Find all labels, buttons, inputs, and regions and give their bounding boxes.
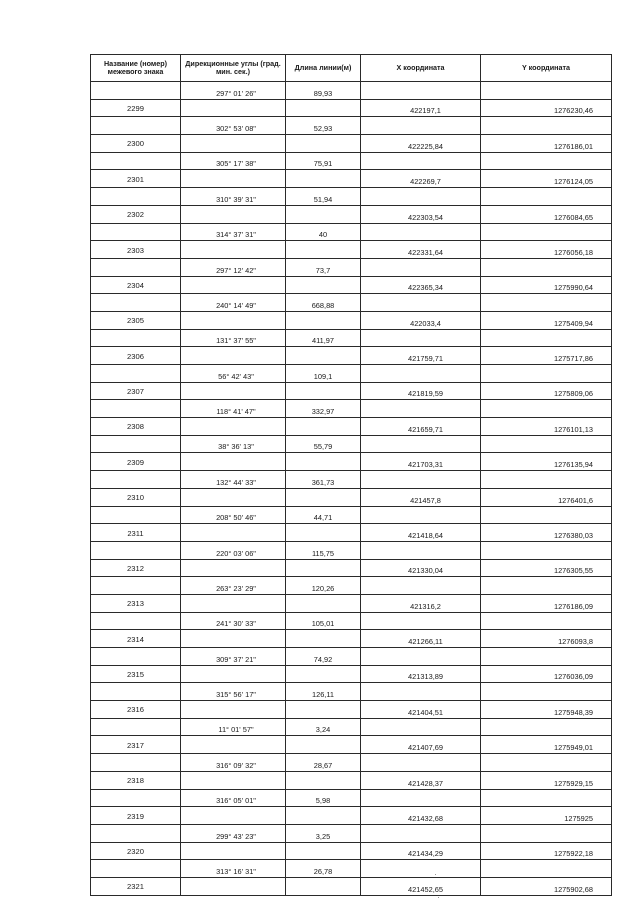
x-coordinate-cell: 422033,4 (361, 311, 481, 329)
angle-cell-empty (181, 205, 286, 223)
name-cell-empty (91, 294, 181, 312)
x-coordinate-cell: 421759,71 (361, 347, 481, 365)
direction-angle-cell: 131° 37' 55" (181, 329, 286, 347)
point-name-cell: 2309 (91, 453, 181, 471)
y-cell-empty (481, 718, 612, 736)
length-cell-empty (286, 807, 361, 825)
y-coordinate-cell: 1276401,6 (481, 488, 612, 506)
y-cell-empty (481, 365, 612, 383)
y-coordinate-cell: 1276186,01 (481, 135, 612, 153)
x-coordinate-cell: 422331,64 (361, 241, 481, 259)
y-cell-empty (481, 223, 612, 241)
point-row (91, 877, 612, 895)
name-cell-empty (91, 683, 181, 701)
x-cell-empty (361, 541, 481, 559)
angle-cell-empty (181, 241, 286, 259)
direction-angle-cell: 297° 01' 26" (181, 82, 286, 100)
length-cell-empty (286, 276, 361, 294)
point-name-cell: 2319 (91, 807, 181, 825)
direction-angle-cell: 240° 14' 49" (181, 294, 286, 312)
y-cell-empty (481, 648, 612, 666)
segment-row (91, 824, 612, 842)
name-cell-empty (91, 365, 181, 383)
angle-cell-empty (181, 170, 286, 188)
y-coordinate-cell: 1275948,39 (481, 701, 612, 719)
x-cell-empty (361, 718, 481, 736)
x-cell-empty (361, 824, 481, 842)
point-row (91, 594, 612, 612)
point-name-cell: 2308 (91, 418, 181, 436)
name-cell-empty (91, 82, 181, 100)
name-cell-empty (91, 506, 181, 524)
x-coordinate-cell: 421703,31 (361, 453, 481, 471)
direction-angle-cell: 313° 16' 31" (181, 860, 286, 878)
table-header-row (91, 55, 612, 82)
length-cell-empty (286, 241, 361, 259)
length-cell-empty (286, 170, 361, 188)
direction-angle-cell: 56° 42' 43" (181, 365, 286, 383)
scan-speck (435, 874, 436, 875)
line-length-cell: 73,7 (286, 258, 361, 276)
line-length-cell: 28,67 (286, 754, 361, 772)
direction-angle-cell: 302° 53' 08" (181, 117, 286, 135)
direction-angle-cell: 118° 41' 47" (181, 400, 286, 418)
y-cell-empty (481, 789, 612, 807)
y-coordinate-cell: 1276380,03 (481, 524, 612, 542)
point-row (91, 842, 612, 860)
x-coordinate-cell: 422365,34 (361, 276, 481, 294)
segment-row (91, 365, 612, 383)
point-name-cell: 2321 (91, 877, 181, 895)
length-cell-empty (286, 347, 361, 365)
x-cell-empty (361, 648, 481, 666)
segment-row (91, 400, 612, 418)
y-cell-empty (481, 860, 612, 878)
length-cell-empty (286, 877, 361, 895)
scan-speck (438, 897, 439, 898)
line-length-cell: 109,1 (286, 365, 361, 383)
name-cell-empty (91, 117, 181, 135)
line-length-cell: 40 (286, 223, 361, 241)
direction-angle-cell: 309° 37' 21" (181, 648, 286, 666)
y-coordinate-cell: 1276135,94 (481, 453, 612, 471)
angle-cell-empty (181, 488, 286, 506)
point-name-cell: 2304 (91, 276, 181, 294)
x-cell-empty (361, 577, 481, 595)
length-cell-empty (286, 771, 361, 789)
length-cell-empty (286, 311, 361, 329)
name-cell-empty (91, 789, 181, 807)
point-name-cell: 2316 (91, 701, 181, 719)
x-cell-empty (361, 400, 481, 418)
y-coordinate-cell: 1276036,09 (481, 665, 612, 683)
segment-row (91, 754, 612, 772)
line-length-cell: 52,93 (286, 117, 361, 135)
y-coordinate-cell: 1275902,68 (481, 877, 612, 895)
x-cell-empty (361, 294, 481, 312)
x-cell-empty (361, 329, 481, 347)
segment-row (91, 648, 612, 666)
point-name-cell: 2299 (91, 99, 181, 117)
line-length-cell: 74,92 (286, 648, 361, 666)
x-coordinate-cell: 421432,68 (361, 807, 481, 825)
y-coordinate-cell: 1276305,55 (481, 559, 612, 577)
angle-cell-empty (181, 559, 286, 577)
x-coordinate-cell: 422269,7 (361, 170, 481, 188)
segment-row (91, 329, 612, 347)
x-cell-empty (361, 117, 481, 135)
name-cell-empty (91, 754, 181, 772)
direction-angle-cell: 316° 09' 32" (181, 754, 286, 772)
point-row (91, 99, 612, 117)
point-name-cell: 2303 (91, 241, 181, 259)
x-coordinate-cell: 421316,2 (361, 594, 481, 612)
angle-cell-empty (181, 99, 286, 117)
x-coordinate-cell: 421330,04 (361, 559, 481, 577)
x-coordinate-cell: 421457,8 (361, 488, 481, 506)
length-cell-empty (286, 205, 361, 223)
name-cell-empty (91, 824, 181, 842)
point-name-cell: 2311 (91, 524, 181, 542)
segment-row (91, 683, 612, 701)
y-coordinate-cell: 1275809,06 (481, 382, 612, 400)
header-x: X координата (361, 55, 481, 82)
length-cell-empty (286, 99, 361, 117)
segment-row (91, 577, 612, 595)
name-cell-empty (91, 258, 181, 276)
x-coordinate-cell: 421313,89 (361, 665, 481, 683)
segment-row (91, 117, 612, 135)
x-cell-empty (361, 223, 481, 241)
point-name-cell: 2318 (91, 771, 181, 789)
y-coordinate-cell: 1275925 (481, 807, 612, 825)
angle-cell-empty (181, 630, 286, 648)
segment-row (91, 718, 612, 736)
point-row (91, 453, 612, 471)
header-name: Название (номер) межевого знака (91, 55, 181, 82)
segment-row (91, 789, 612, 807)
point-row (91, 524, 612, 542)
y-cell-empty (481, 400, 612, 418)
direction-angle-cell: 38° 36' 13" (181, 435, 286, 453)
point-row (91, 665, 612, 683)
y-cell-empty (481, 506, 612, 524)
segment-row (91, 541, 612, 559)
point-name-cell: 2305 (91, 311, 181, 329)
direction-angle-cell: 299° 43' 23" (181, 824, 286, 842)
line-length-cell: 75,91 (286, 152, 361, 170)
x-coordinate-cell: 421434,29 (361, 842, 481, 860)
y-coordinate-cell: 1276124,05 (481, 170, 612, 188)
angle-cell-empty (181, 276, 286, 294)
segment-row (91, 612, 612, 630)
length-cell-empty (286, 488, 361, 506)
line-length-cell: 668,88 (286, 294, 361, 312)
y-coordinate-cell: 1276056,18 (481, 241, 612, 259)
point-row (91, 347, 612, 365)
direction-angle-cell: 297° 12' 42" (181, 258, 286, 276)
line-length-cell: 26,78 (286, 860, 361, 878)
point-name-cell: 2301 (91, 170, 181, 188)
name-cell-empty (91, 188, 181, 206)
length-cell-empty (286, 524, 361, 542)
direction-angle-cell: 315° 56' 17" (181, 683, 286, 701)
direction-angle-cell: 220° 03' 06" (181, 541, 286, 559)
y-coordinate-cell: 1275922,18 (481, 842, 612, 860)
y-coordinate-cell: 1276186,09 (481, 594, 612, 612)
length-cell-empty (286, 453, 361, 471)
point-name-cell: 2320 (91, 842, 181, 860)
direction-angle-cell: 316° 05' 01" (181, 789, 286, 807)
name-cell-empty (91, 612, 181, 630)
y-cell-empty (481, 824, 612, 842)
direction-angle-cell: 263° 23' 29" (181, 577, 286, 595)
point-row (91, 488, 612, 506)
point-name-cell: 2307 (91, 382, 181, 400)
y-cell-empty (481, 683, 612, 701)
direction-angle-cell: 208° 50' 46" (181, 506, 286, 524)
y-cell-empty (481, 152, 612, 170)
angle-cell-empty (181, 311, 286, 329)
angle-cell-empty (181, 382, 286, 400)
angle-cell-empty (181, 524, 286, 542)
line-length-cell: 44,71 (286, 506, 361, 524)
point-row (91, 418, 612, 436)
point-name-cell: 2315 (91, 665, 181, 683)
y-coordinate-cell: 1275990,64 (481, 276, 612, 294)
point-row (91, 241, 612, 259)
x-coordinate-cell: 421452,65 (361, 877, 481, 895)
x-cell-empty (361, 860, 481, 878)
angle-cell-empty (181, 807, 286, 825)
line-length-cell: 105,01 (286, 612, 361, 630)
line-length-cell: 332,97 (286, 400, 361, 418)
y-cell-empty (481, 541, 612, 559)
y-coordinate-cell: 1276093,8 (481, 630, 612, 648)
y-cell-empty (481, 435, 612, 453)
line-length-cell: 55,79 (286, 435, 361, 453)
header-y: Y координата (481, 55, 612, 82)
point-row (91, 771, 612, 789)
name-cell-empty (91, 541, 181, 559)
angle-cell-empty (181, 418, 286, 436)
segment-row (91, 258, 612, 276)
name-cell-empty (91, 223, 181, 241)
y-cell-empty (481, 82, 612, 100)
boundary-coordinates-table (90, 54, 612, 896)
y-coordinate-cell: 1276084,65 (481, 205, 612, 223)
name-cell-empty (91, 400, 181, 418)
y-cell-empty (481, 329, 612, 347)
y-cell-empty (481, 754, 612, 772)
y-coordinate-cell: 1275409,94 (481, 311, 612, 329)
y-cell-empty (481, 188, 612, 206)
x-cell-empty (361, 435, 481, 453)
point-row (91, 559, 612, 577)
segment-row (91, 506, 612, 524)
y-cell-empty (481, 117, 612, 135)
angle-cell-empty (181, 736, 286, 754)
segment-row (91, 860, 612, 878)
point-row (91, 630, 612, 648)
length-cell-empty (286, 736, 361, 754)
name-cell-empty (91, 577, 181, 595)
x-cell-empty (361, 683, 481, 701)
y-cell-empty (481, 294, 612, 312)
line-length-cell: 115,75 (286, 541, 361, 559)
point-row (91, 382, 612, 400)
x-cell-empty (361, 365, 481, 383)
point-name-cell: 2310 (91, 488, 181, 506)
name-cell-empty (91, 329, 181, 347)
point-name-cell: 2306 (91, 347, 181, 365)
x-coordinate-cell: 421266,11 (361, 630, 481, 648)
y-cell-empty (481, 471, 612, 489)
x-cell-empty (361, 188, 481, 206)
x-cell-empty (361, 152, 481, 170)
angle-cell-empty (181, 135, 286, 153)
point-name-cell: 2314 (91, 630, 181, 648)
point-row (91, 170, 612, 188)
header-angle: Дирекционные углы (град. мин. сек.) (181, 55, 286, 82)
point-name-cell: 2302 (91, 205, 181, 223)
line-length-cell: 89,93 (286, 82, 361, 100)
point-row (91, 205, 612, 223)
length-cell-empty (286, 418, 361, 436)
y-cell-empty (481, 577, 612, 595)
point-row (91, 276, 612, 294)
point-row (91, 311, 612, 329)
y-coordinate-cell: 1275949,01 (481, 736, 612, 754)
point-row (91, 701, 612, 719)
line-length-cell: 3,24 (286, 718, 361, 736)
point-row (91, 736, 612, 754)
point-name-cell: 2300 (91, 135, 181, 153)
angle-cell-empty (181, 665, 286, 683)
x-coordinate-cell: 421659,71 (361, 418, 481, 436)
name-cell-empty (91, 648, 181, 666)
line-length-cell: 120,26 (286, 577, 361, 595)
name-cell-empty (91, 860, 181, 878)
header-length: Длина линии(м) (286, 55, 361, 82)
x-cell-empty (361, 82, 481, 100)
x-coordinate-cell: 421407,69 (361, 736, 481, 754)
point-name-cell: 2313 (91, 594, 181, 612)
x-coordinate-cell: 422303,54 (361, 205, 481, 223)
y-cell-empty (481, 258, 612, 276)
segment-row (91, 188, 612, 206)
line-length-cell: 411,97 (286, 329, 361, 347)
point-name-cell: 2317 (91, 736, 181, 754)
line-length-cell: 361,73 (286, 471, 361, 489)
length-cell-empty (286, 135, 361, 153)
segment-row (91, 152, 612, 170)
name-cell-empty (91, 718, 181, 736)
x-coordinate-cell: 421418,64 (361, 524, 481, 542)
length-cell-empty (286, 630, 361, 648)
length-cell-empty (286, 665, 361, 683)
direction-angle-cell: 132° 44' 33" (181, 471, 286, 489)
segment-row (91, 223, 612, 241)
y-cell-empty (481, 612, 612, 630)
x-coordinate-cell: 421819,59 (361, 382, 481, 400)
x-coordinate-cell: 422197,1 (361, 99, 481, 117)
angle-cell-empty (181, 347, 286, 365)
x-cell-empty (361, 789, 481, 807)
line-length-cell: 5,98 (286, 789, 361, 807)
angle-cell-empty (181, 877, 286, 895)
angle-cell-empty (181, 453, 286, 471)
direction-angle-cell: 305° 17' 38" (181, 152, 286, 170)
x-cell-empty (361, 471, 481, 489)
segment-row (91, 82, 612, 100)
line-length-cell: 3,25 (286, 824, 361, 842)
line-length-cell: 51,94 (286, 188, 361, 206)
direction-angle-cell: 241° 30' 33" (181, 612, 286, 630)
segment-row (91, 435, 612, 453)
length-cell-empty (286, 701, 361, 719)
line-length-cell: 126,11 (286, 683, 361, 701)
length-cell-empty (286, 842, 361, 860)
point-name-cell: 2312 (91, 559, 181, 577)
angle-cell-empty (181, 771, 286, 789)
segment-row (91, 294, 612, 312)
x-coordinate-cell: 421404,51 (361, 701, 481, 719)
x-cell-empty (361, 258, 481, 276)
y-coordinate-cell: 1275717,86 (481, 347, 612, 365)
y-coordinate-cell: 1276101,13 (481, 418, 612, 436)
table-body (91, 82, 612, 896)
name-cell-empty (91, 471, 181, 489)
direction-angle-cell: 310° 39' 31" (181, 188, 286, 206)
x-cell-empty (361, 506, 481, 524)
angle-cell-empty (181, 701, 286, 719)
x-cell-empty (361, 612, 481, 630)
length-cell-empty (286, 382, 361, 400)
angle-cell-empty (181, 842, 286, 860)
name-cell-empty (91, 435, 181, 453)
point-row (91, 807, 612, 825)
point-row (91, 135, 612, 153)
segment-row (91, 471, 612, 489)
x-coordinate-cell: 422225,84 (361, 135, 481, 153)
x-cell-empty (361, 754, 481, 772)
length-cell-empty (286, 559, 361, 577)
x-coordinate-cell: 421428,37 (361, 771, 481, 789)
direction-angle-cell: 314° 37' 31" (181, 223, 286, 241)
length-cell-empty (286, 594, 361, 612)
y-coordinate-cell: 1276230,46 (481, 99, 612, 117)
name-cell-empty (91, 152, 181, 170)
angle-cell-empty (181, 594, 286, 612)
y-coordinate-cell: 1275929,15 (481, 771, 612, 789)
direction-angle-cell: 11° 01' 57" (181, 718, 286, 736)
